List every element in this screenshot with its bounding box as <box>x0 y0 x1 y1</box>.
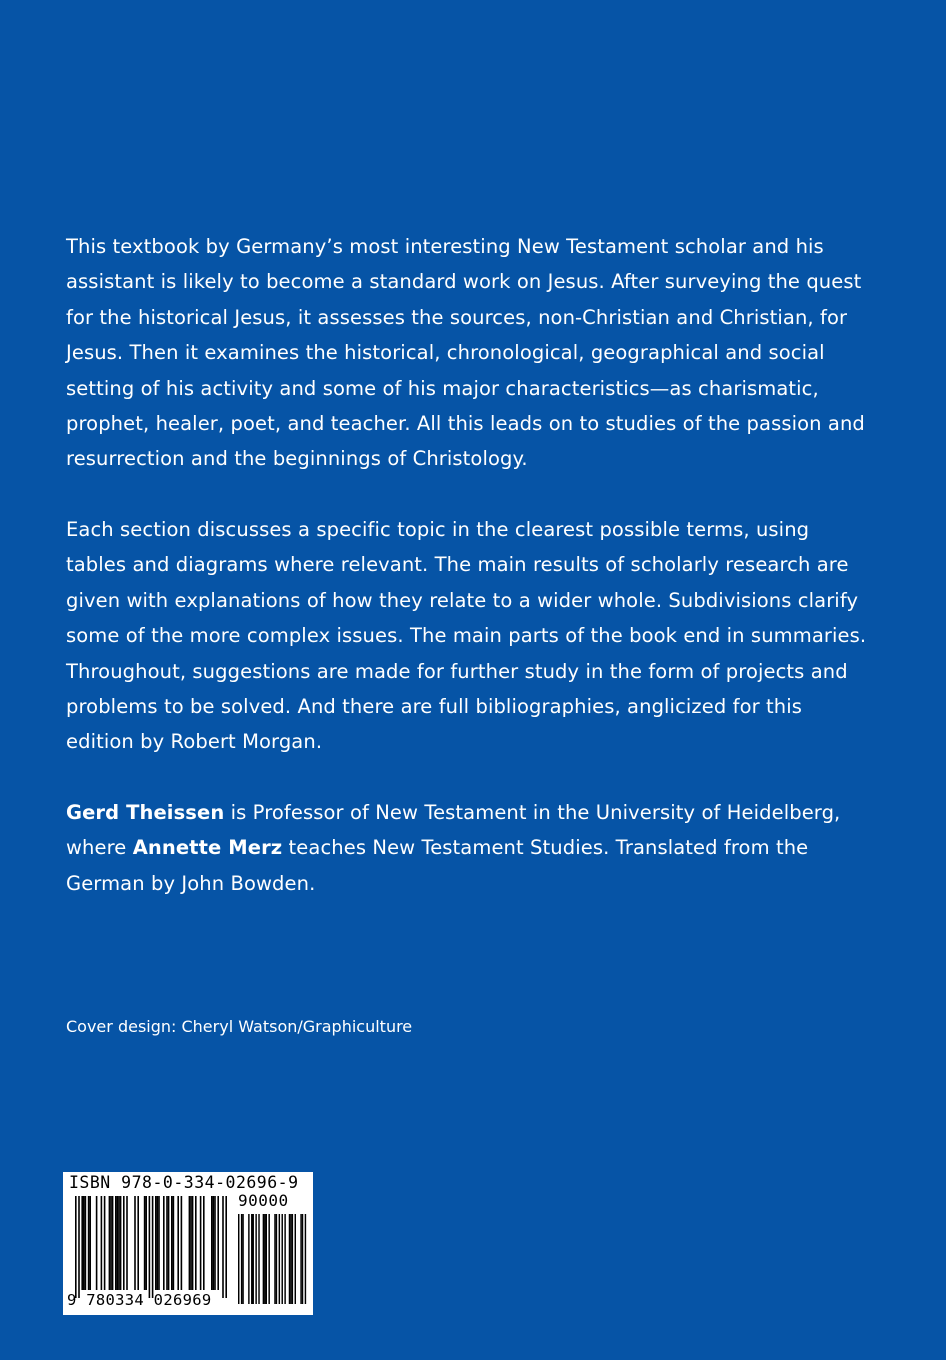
barcode-bar <box>157 1196 159 1290</box>
barcode-bar <box>118 1196 120 1290</box>
author-name-theissen: Gerd Theissen <box>66 801 225 824</box>
addon-bar <box>292 1214 293 1304</box>
addon-bar <box>268 1214 269 1304</box>
addon-bar <box>242 1214 243 1304</box>
addon-bar <box>289 1214 290 1304</box>
barcode-bar <box>177 1196 179 1290</box>
barcode-bar <box>110 1196 112 1290</box>
barcode-bar <box>120 1196 122 1290</box>
barcode-bar <box>117 1196 119 1290</box>
barcode-bar <box>200 1196 202 1290</box>
author-bio-paragraph <box>66 795 872 901</box>
barcode-bar <box>85 1196 87 1290</box>
addon-bar <box>263 1214 264 1304</box>
isbn-number: ISBN 978-0-334-02696-9 <box>69 1173 299 1192</box>
barcode-bar <box>109 1196 111 1290</box>
addon-bar <box>284 1214 285 1304</box>
author-bio-text-2: teaches New Testament Studies. Translated from the German by John Bowden. <box>66 836 809 895</box>
barcode-bar <box>149 1196 151 1298</box>
barcode-bar <box>115 1196 117 1290</box>
barcode-bar <box>214 1196 216 1290</box>
ean-digits: 9 780334 026969 <box>67 1291 212 1309</box>
barcode-bar <box>166 1196 168 1290</box>
barcode-bar <box>155 1196 157 1290</box>
cover-design-credit: Cover design: Cheryl Watson/Graphiculture <box>66 1017 413 1036</box>
addon-bar <box>295 1214 296 1304</box>
barcode-bar <box>78 1196 80 1298</box>
barcode-box <box>63 1172 313 1315</box>
barcode-bar <box>88 1196 90 1290</box>
barcode-bar <box>89 1196 91 1290</box>
barcode-bar <box>171 1196 173 1290</box>
addon-bar <box>282 1214 283 1304</box>
barcode-bar <box>101 1196 103 1290</box>
barcode-bar <box>126 1196 128 1290</box>
barcode-bar <box>145 1196 147 1290</box>
addon-bar <box>251 1214 252 1304</box>
addon-bar <box>305 1214 306 1304</box>
barcode-bar <box>144 1196 146 1290</box>
addon-bar <box>276 1214 277 1304</box>
barcode-bar <box>211 1196 213 1290</box>
addon-bar <box>279 1214 280 1304</box>
description-paragraph-2: Each section discusses a specific topic in the clearest possible terms, using tables and diagrams where relevant. The main results of scholarly research are given with explanations of how they relate to a wider whole. Subdivisions clarify some of the more complex issues. The main parts of the book end in summaries. Throughout, suggestions are made for further study in the form of projects and problems to be solved. And there are full bibliographies, anglicized for this edition by Robert Morgan. <box>66 518 867 754</box>
barcode-bar <box>203 1196 205 1290</box>
barcode-bar <box>181 1196 183 1290</box>
barcode-bar <box>112 1196 114 1290</box>
barcode-bar <box>96 1196 98 1290</box>
barcode-bar <box>189 1196 191 1290</box>
barcode-bar <box>152 1196 154 1298</box>
barcode-bar <box>190 1196 192 1290</box>
barcode-bar <box>83 1196 85 1290</box>
addon-bar <box>241 1214 242 1304</box>
addon-bar <box>255 1214 256 1304</box>
barcode-bar <box>217 1196 219 1290</box>
addon-bar <box>302 1214 303 1304</box>
barcode-bar <box>163 1196 165 1290</box>
addon-bar <box>300 1214 301 1304</box>
addon-bar <box>264 1214 265 1304</box>
author-name-merz: Annette Merz <box>132 836 283 860</box>
barcode-bar <box>222 1196 224 1298</box>
addon-bar <box>238 1214 239 1304</box>
barcode-bar <box>168 1196 170 1290</box>
barcode-bar <box>173 1196 175 1290</box>
barcode-bar <box>137 1196 139 1290</box>
addon-bar <box>274 1214 275 1304</box>
addon-bar <box>258 1214 259 1304</box>
author-bio-text-1: is Professor of New Testament in the University of Heidelberg, where <box>66 801 841 860</box>
barcode-bar <box>134 1196 136 1290</box>
barcode-bar <box>195 1196 197 1290</box>
barcode-bar <box>158 1196 160 1290</box>
price-code: 90000 <box>238 1191 289 1210</box>
addon-bar <box>253 1214 254 1304</box>
barcode-bar <box>81 1196 83 1290</box>
description-paragraph-1: This textbook by Germany’s most interesting New Testament scholar and his assistant is likely to become a standard work on Jesus. After surveying the quest for the historical Jesus, it assesses the sources, non-Christian and Christian, for Jesus. Then it examines the historical, chronological, geographical and social setting of his activity and some of his major characteristics—as charismatic, prophet, healer, poet, and teacher. All this leads on to studies of the passion and resurrection and the beginnings of Christology. <box>66 235 865 471</box>
addon-bar <box>290 1214 291 1304</box>
addon-bar <box>248 1214 249 1304</box>
addon-bar <box>266 1214 267 1304</box>
barcode-bar <box>123 1196 125 1290</box>
barcode-bar <box>104 1196 106 1290</box>
barcode-bar <box>225 1196 227 1298</box>
barcode-bar <box>75 1196 77 1298</box>
barcode-bar <box>192 1196 194 1290</box>
barcode-bar <box>213 1196 215 1290</box>
